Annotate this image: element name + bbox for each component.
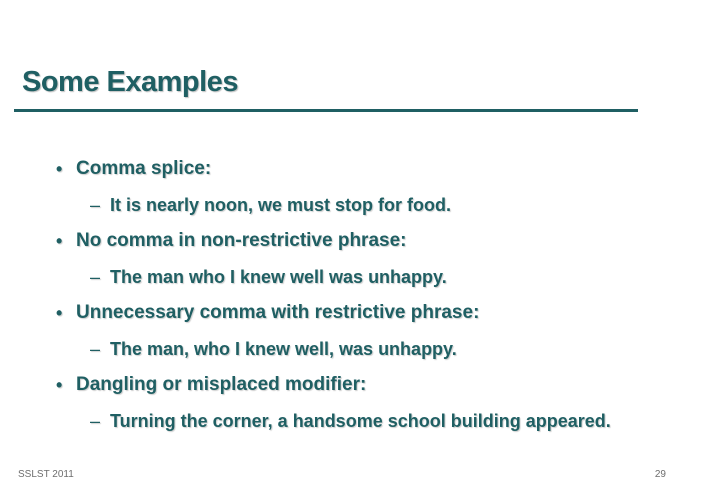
sub-bullet-text: It is nearly noon, we must stop for food. [110, 194, 452, 215]
bullet-label: No comma in non-restrictive phrase: [76, 230, 407, 251]
sub-bullet-text: The man, who I knew well, was unhappy. [110, 338, 457, 359]
slide-title: Some Examples [22, 66, 238, 98]
bullet-icon: • [56, 374, 63, 395]
bullet-icon: • [56, 230, 63, 251]
bullet-group-restrictive [56, 294, 611, 366]
dash-icon: – [90, 194, 101, 215]
sub-bullet-text: Turning the corner, a handsome school building appeared. [110, 410, 611, 431]
bullet-group-non-restrictive [56, 222, 611, 294]
page-number: 29 [654, 469, 666, 480]
dash-icon: – [90, 410, 101, 431]
bullet-group-modifier [56, 366, 611, 438]
bullet-label: Comma splice: [76, 158, 212, 179]
footer-label: SSLST 2011 [18, 469, 74, 480]
sub-bullet-item [56, 260, 611, 294]
sub-bullet-text: The man who I knew well was unhappy. [110, 266, 447, 287]
dash-icon: – [90, 338, 101, 359]
bullet-item [56, 150, 611, 188]
sub-bullet-item [56, 188, 611, 222]
bullet-item [56, 222, 611, 260]
bullet-label: Unnecessary comma with restrictive phrase: [76, 302, 480, 323]
title-divider [14, 109, 638, 112]
sub-bullet-item [56, 404, 611, 438]
bullet-item [56, 366, 611, 404]
bullet-list [56, 150, 611, 438]
dash-icon: – [90, 266, 101, 287]
sub-bullet-item [56, 332, 611, 366]
bullet-icon: • [56, 158, 63, 179]
bullet-label: Dangling or misplaced modifier: [76, 374, 367, 395]
bullet-group-comma-splice [56, 150, 611, 222]
bullet-icon: • [56, 302, 63, 323]
bullet-item [56, 294, 611, 332]
